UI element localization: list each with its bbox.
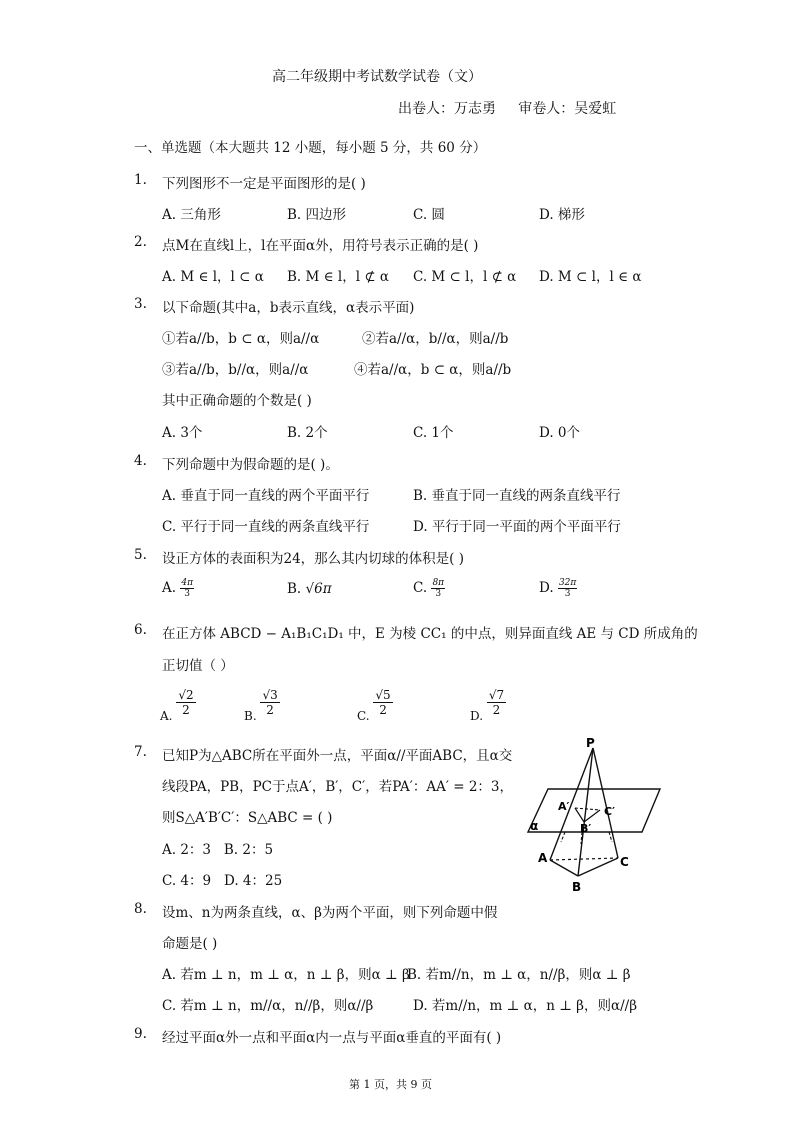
- edge-pc-hidden: [609, 832, 612, 842]
- q3-option-a: A. 3个: [162, 425, 203, 441]
- q6-option-c-fraction: $\frac{√5}{2}$: [375, 688, 391, 717]
- q3-ask: 其中正确命题的个数是( ): [162, 393, 312, 409]
- q6-number: 6.: [134, 622, 147, 638]
- q5-option-c: [413, 578, 445, 599]
- q2-number: 2.: [134, 234, 147, 250]
- q5-option-a: [162, 578, 194, 599]
- q1-option-c: C. 圆: [413, 207, 445, 223]
- q2-option-a: A. M ∈ l，l ⊂ α: [162, 269, 264, 285]
- q6-option-d-fraction: $\frac{√7}{2}$: [488, 688, 505, 717]
- q3-proposition-2: ②若a//α，b//α，则a//b: [362, 331, 509, 347]
- edge-pa-hidden: [561, 832, 565, 842]
- q6-option-c-label: C.: [357, 709, 370, 723]
- edge-pc: [593, 748, 618, 858]
- q3-proposition-4: ④若a//α，b ⊂ α，则a//b: [354, 362, 512, 378]
- q1-option-b: B. 四边形: [287, 207, 347, 223]
- q6-option-a: [160, 688, 196, 723]
- q7-pyramid-figure: [520, 734, 670, 894]
- q6-option-c: [357, 688, 393, 723]
- q6-option-d: [470, 688, 506, 723]
- q8-stem-line-1: 设m、n为两条直线，α、β为两个平面，则下列命题中假: [162, 905, 498, 921]
- q9-stem: 经过平面α外一点和平面α内一点与平面α垂直的平面有( ): [162, 1030, 502, 1046]
- q9-number: 9.: [134, 1026, 147, 1042]
- q6-stem-line-1: 在正方体 ABCD − A₁B₁C₁D₁ 中，E 为棱 CC₁ 的中点，则异面直线 AE 与 CD 所成角的: [162, 626, 698, 642]
- edge-ac-hidden: [550, 858, 618, 860]
- q8-option-d: D. 若m//n，m ⊥ α，n ⊥ β，则α//β: [413, 998, 638, 1014]
- edge-a1c1-hidden: [575, 808, 600, 810]
- edge-bc: [578, 858, 618, 876]
- q6-option-a-fraction: $\frac{√2}{2}$: [178, 688, 194, 717]
- label-p: P: [586, 736, 595, 750]
- q7-stem-line-1: 已知P为△ABC所在平面外一点，平面α//平面ABC，且α交: [162, 748, 513, 764]
- label-b-prime: B′: [580, 822, 592, 835]
- q5-option-d: [539, 578, 577, 599]
- q6-option-b-fraction: $\frac{√3}{2}$: [262, 688, 278, 717]
- q4-option-d: D. 平行于同一平面的两个平面平行: [413, 519, 621, 535]
- q6-option-a-label: A.: [160, 709, 173, 723]
- q4-option-a: A. 垂直于同一直线的两个平面平行: [162, 488, 370, 504]
- q5-option-c-label: C.: [413, 580, 428, 596]
- q6-option-b-label: B.: [244, 709, 257, 723]
- edge-b1c1: [584, 810, 600, 822]
- q7-stem-line-3: 则S△A′B′C′：S△ABC = ( ): [162, 810, 333, 826]
- q2-option-b: B. M ∈ l，l ⊄ α: [287, 269, 390, 285]
- q5-option-d-label: D.: [539, 580, 554, 596]
- label-c: C: [620, 855, 629, 869]
- q7-options-row-1: A. 2：3 B. 2：5: [162, 842, 274, 858]
- q7-options-row-2: C. 4：9 D. 4：25: [162, 873, 283, 889]
- q5-number: 5.: [134, 547, 147, 563]
- q8-option-c: C. 若m ⊥ n，m//α，n//β，则α//β: [162, 998, 374, 1014]
- q6-stem-line-2: 正切值（ ）: [162, 658, 234, 674]
- q8-number: 8.: [134, 901, 147, 917]
- section-heading: 一、单选题（本大题共 12 小题，每小题 5 分，共 60 分）: [134, 140, 487, 156]
- exam-title: 高二年级期中考试数学试卷（文）: [272, 69, 482, 85]
- q5-stem: 设正方体的表面积为24，那么其内切球的体积是( ): [162, 551, 465, 567]
- edge-a1b1: [575, 808, 584, 822]
- q6-option-b: [244, 688, 280, 723]
- q3-option-b: B. 2个: [287, 425, 328, 441]
- q2-option-c: C. M ⊂ l，l ⊄ α: [413, 269, 517, 285]
- q3-option-c: C. 1个: [413, 425, 454, 441]
- q5-option-a-fraction: $\frac{4\pi}{3}$: [181, 578, 193, 599]
- q1-option-d: D. 梯形: [539, 207, 585, 223]
- label-c-prime: C′: [604, 805, 615, 818]
- q5-option-b: [287, 581, 332, 597]
- q5-option-c-fraction: $\frac{8\pi}{3}$: [432, 578, 445, 599]
- q5-option-d-fraction: $\frac{32\pi}{3}$: [558, 578, 577, 599]
- label-a-prime: A′: [558, 800, 570, 813]
- q3-proposition-1: ①若a//b，b ⊂ α，则a//α: [162, 331, 320, 347]
- exam-authors: 出卷人：万志勇 审卷人：吴爱虹: [398, 101, 617, 117]
- q1-option-a: A. 三角形: [162, 207, 221, 223]
- q4-option-c: C. 平行于同一直线的两条直线平行: [162, 519, 370, 535]
- q3-stem: 以下命题(其中a，b表示直线，α表示平面): [162, 300, 415, 316]
- label-alpha: α: [530, 819, 539, 833]
- q5-option-a-label: A.: [162, 580, 177, 596]
- q7-stem-line-2: 线段PA，PB，PC于点A′，B′，C′，若PA′：AA′ = 2：3，: [162, 779, 513, 795]
- edge-ab: [550, 860, 578, 876]
- label-a: A: [538, 851, 548, 865]
- q7-number: 7.: [134, 744, 147, 760]
- q8-stem-line-2: 命题是( ): [162, 936, 218, 952]
- q4-option-b: B. 垂直于同一直线的两条直线平行: [413, 488, 621, 504]
- q6-option-d-label: D.: [470, 709, 484, 723]
- q1-stem: 下列图形不一定是平面图形的是( ): [162, 176, 366, 192]
- q3-option-d: D. 0个: [539, 425, 581, 441]
- plane-alpha-shape: [528, 789, 660, 832]
- q1-number: 1.: [134, 172, 147, 188]
- q4-number: 4.: [134, 453, 147, 469]
- q4-stem: 下列命题中为假命题的是( )。: [162, 457, 339, 473]
- q8-option-a: A. 若m ⊥ n，m ⊥ α，n ⊥ β，则α ⊥ β: [162, 967, 410, 983]
- q8-option-b: B. 若m//n，m ⊥ α，n//β，则α ⊥ β: [407, 967, 631, 983]
- q3-proposition-3: ③若a//b，b//α，则a//α: [162, 362, 309, 378]
- label-b: B: [572, 880, 582, 894]
- q2-stem: 点M在直线l上，l在平面α外，用符号表示正确的是( ): [162, 238, 479, 254]
- q5-option-b-value: √6π: [305, 581, 332, 597]
- q3-number: 3.: [134, 296, 147, 312]
- q5-option-b-label: B.: [287, 581, 302, 597]
- q2-option-d: D. M ⊂ l，l ∈ α: [539, 269, 642, 285]
- page-footer: 第 1 页，共 9 页: [349, 1078, 432, 1091]
